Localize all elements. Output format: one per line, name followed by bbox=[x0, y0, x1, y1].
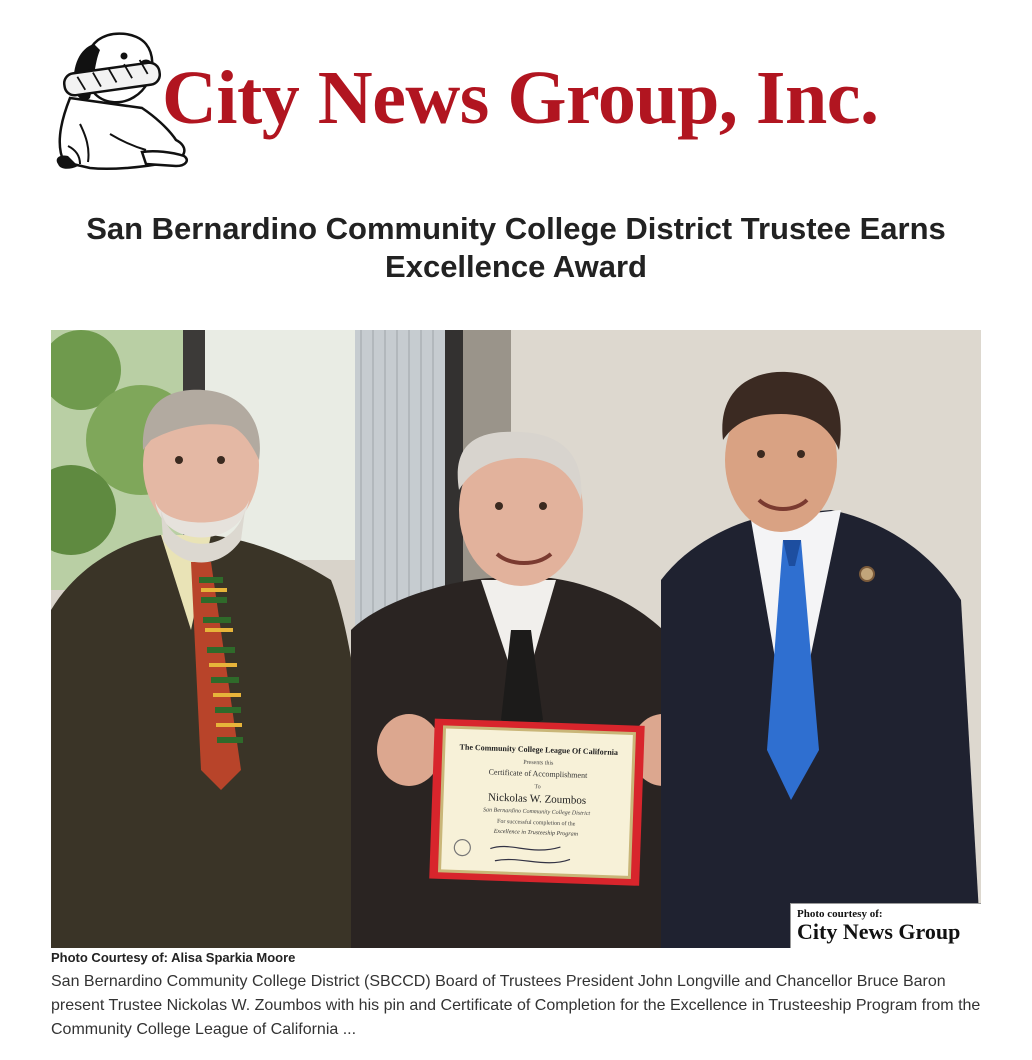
watermark-brand: City News Group bbox=[797, 919, 961, 944]
award-photo-illustration bbox=[51, 330, 981, 948]
photo-watermark bbox=[790, 903, 981, 948]
watermark-label: Photo courtesy of: bbox=[797, 908, 883, 920]
certificate-title: Certificate of Accomplishment bbox=[488, 767, 588, 780]
certificate-recipient: Nickolas W. Zoumbos bbox=[487, 791, 587, 807]
certificate-league: The Community College League Of California bbox=[459, 742, 619, 757]
certificate-for: For successful completion of the bbox=[496, 818, 576, 828]
article-photo bbox=[51, 330, 981, 948]
headline-line-2: Excellence Award bbox=[385, 249, 647, 284]
certificate-program: Excellence in Trusteeship Program bbox=[493, 828, 579, 838]
headline-line-1: San Bernardino Community College District Trustee Earns bbox=[86, 211, 946, 246]
brand-name: City News Group, Inc. bbox=[162, 56, 879, 140]
masthead bbox=[50, 28, 980, 178]
page-title bbox=[60, 210, 972, 286]
certificate bbox=[429, 719, 644, 886]
certificate-to: To bbox=[534, 784, 541, 791]
certificate-district: San Bernardino Community College District bbox=[482, 807, 591, 818]
window-blinds bbox=[355, 330, 445, 630]
certificate-presents: Presents this bbox=[523, 759, 554, 767]
photo-caption: San Bernardino Community College District (SBCCD) Board of Trustees President John Longville and Chancellor Bruce Baron present Trustee Nickolas W. Zoumbos with his pin and Certificate of Completion for the Excellence in Trusteeship Program from the Community College League of California ... bbox=[51, 973, 981, 1038]
photo-credit: Photo Courtesy of: Alisa Sparkia Moore bbox=[51, 950, 296, 965]
